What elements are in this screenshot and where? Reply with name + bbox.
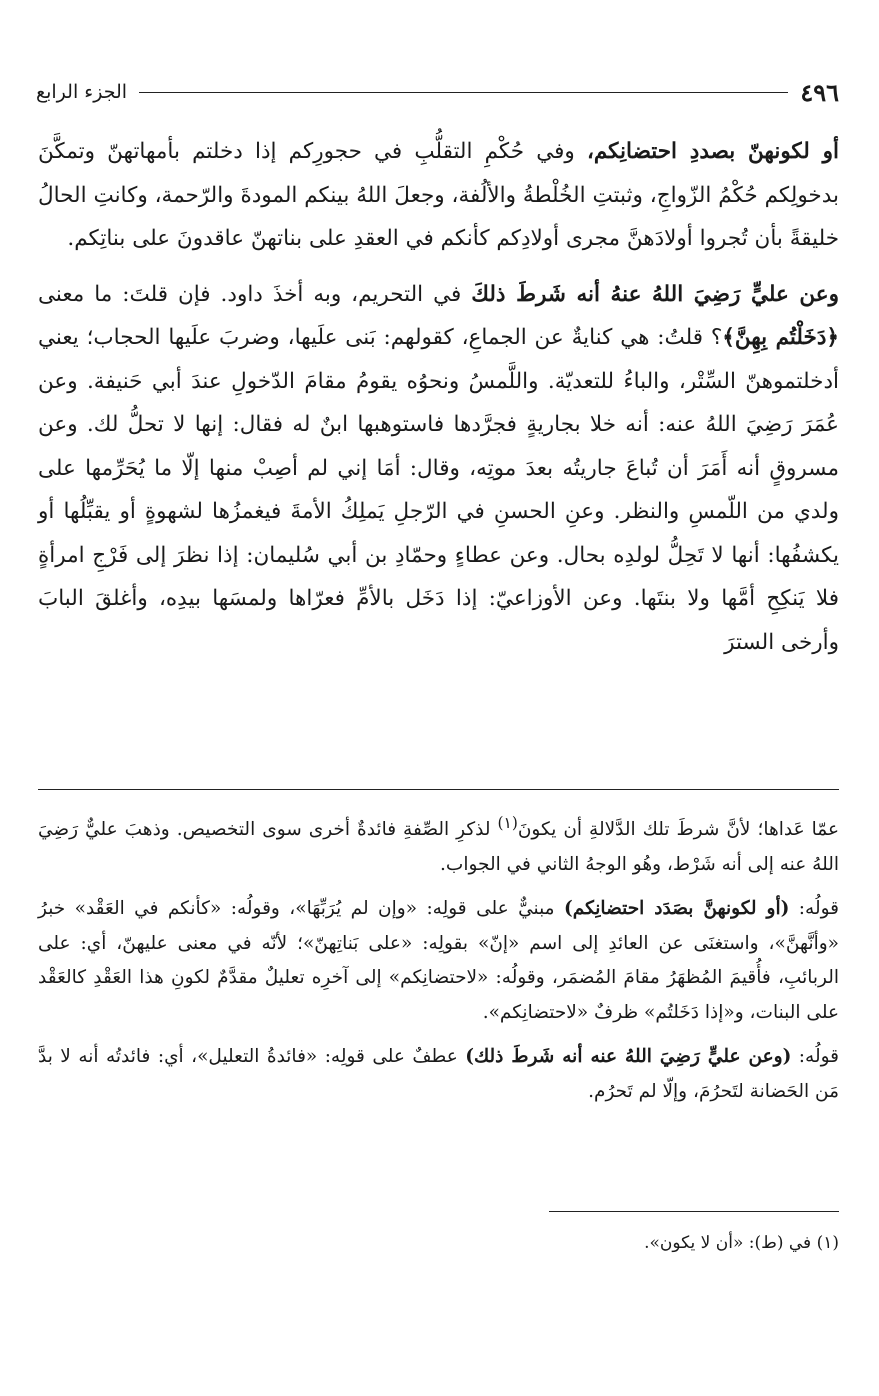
main-text bbox=[38, 130, 839, 664]
paragraph-text: قولُه: bbox=[791, 1046, 839, 1068]
bold-phrase: وعن عليٍّ رَضِيَ اللهُ عنهُ أنه شَرطَ ذلكَ bbox=[471, 281, 839, 307]
paragraph-text: مبنيٌّ على قولِه: «وإن لم يُرَبِّهَا»، وقولُه: «كأنكم في العَقْد» خبرُ «وأنَّهنَّ»، واستغنَى عن العائدِ إلى اسم «إنّ» بقولِه: «على بَناتِهنّ»؛ لأنّه في معنى عليهنّ، أي: على الربائبِ، فأُقيمَ المُظهَرُ مقامَ المُضمَر، وقولُه: «لاحتضانِكم» إلى آخرِه تعليلٌ مقدَّمٌ لكونِ هذا العَقْدِ كالعَقْد على البنات، و«إذا دَخَلتُم» ظرفٌ «لاحتضانِكم». bbox=[38, 898, 839, 1023]
footnote-separator bbox=[549, 1211, 839, 1212]
bold-phrase: (وعن عليٍّ رَضِيَ اللهُ عنه أنه شَرطَ ذلك) bbox=[465, 1046, 792, 1068]
main-paragraph-1 bbox=[38, 130, 839, 261]
paragraph-text: لذكرِ الصِّفةِ فائدةٌ أخرى سوى التخصيص. وذهبَ عليٌّ رَضِيَ اللهُ عنه إلى أنه شَرْط، وهُو الوجهُ الثاني في الجواب. bbox=[38, 819, 839, 875]
main-paragraph-2 bbox=[38, 273, 839, 665]
part-title: الجزء الرابع bbox=[36, 81, 128, 103]
paragraph-text: وفي حُكْمِ التقلُّبِ في حجورِكم إذا دخلتم بأمهاتهنّ وتمكَّنَ بدخولِكم حُكْمُ الزّواجِ، وثبتتِ الخُلْطةُ والألُفة، وجعلَ اللهُ بينكم المودةَ والرّحمة، وكانتِ الحالُ خليقةً بأن تُجروا أولادَهنَّ مجرى أولادِكم كأنكم في العقدِ على بناتهنّ عاقدونَ على بناتِكم. bbox=[38, 139, 839, 251]
bold-phrase: (أو لكونهنَّ بصَدَد احتضانِكم) bbox=[564, 898, 790, 920]
commentary-text bbox=[38, 806, 839, 1109]
commentary-paragraph-3 bbox=[38, 1040, 839, 1109]
quran-quote: ﴿دَخَلْتُم بِهِنَّ﴾ bbox=[722, 325, 839, 350]
paragraph-text: عمّا عَداها؛ لأنَّ شرطَ تلك الدَّلالةِ أن يكونَ bbox=[517, 819, 840, 841]
paragraph-text: ؟ قلتُ: هي كنايةٌ عن الجماعِ، كقولهم: بَنى علَيها، وضربَ علَيها الحجاب؛ يعني أدخلتموهنّ السِّتْر، والباءُ للتعديّة. واللَّمسُ ونحوُه يقومُ مقامَ الدّخولِ عندَ أبي حَنيفة. وعن عُمَرَ رَضِيَ اللهُ عنه: أنه خلا بجاريةٍ فجرَّدها فاستوهبها ابنٌ له فقال: إنها لا تحلُّ لك. وعن مسروقٍ أنه أَمَرَ أن تُباعَ جاريتُه بعدَ موتِه، وقال: أمَا إني لم أصِبْ منها إلّا ما يُحَرِّمها على ولدي من اللّمسِ والنظر. وعنِ الحسنِ في الرّجلِ يَملِكُ الأمةَ فيغمزُها لشهوةٍ أو يقبِّلُها أو يكشفُها: أنها لا تَحِلُّ لولدِه بحال. وعن عطاءٍ وحمّادِ بن أبي سُليمان: إذا نظرَ إلى فَرْجِ امرأةٍ فلا يَنكِحِ أمَّها ولا بنتَها. وعن الأوزاعيّ: إذا دَخَل بالأمِّ فعرّاها ولمسَها بيدِه، وأغلقَ البابَ وأرخى السترَ bbox=[38, 325, 839, 655]
paragraph-text: في التحريم، وبه أخذَ داود. فإن قلتَ: ما معنى bbox=[38, 281, 472, 307]
footnote-ref: (١) bbox=[497, 814, 518, 832]
paragraph-text: قولُه: bbox=[789, 898, 839, 920]
commentary-paragraph-2 bbox=[38, 892, 839, 1030]
header-rule bbox=[139, 92, 788, 93]
footnote: (١) في (ط): «أن لا يكون». bbox=[644, 1233, 839, 1253]
commentary-separator bbox=[38, 789, 839, 790]
paragraph-text: عطفٌ على قولِه: «فائدةُ التعليل»، أي: فائدتُه أنه لا بدَّ مَن الحَضانة لتَحرُمَ، وإلّا لم تَحرُم. bbox=[38, 1046, 839, 1102]
page-number: ٤٩٦ bbox=[800, 77, 839, 107]
page-header bbox=[36, 72, 839, 112]
bold-phrase: أو لكونهنّ بصددِ احتضانِكم، bbox=[586, 139, 839, 164]
commentary-paragraph-1 bbox=[38, 806, 839, 882]
